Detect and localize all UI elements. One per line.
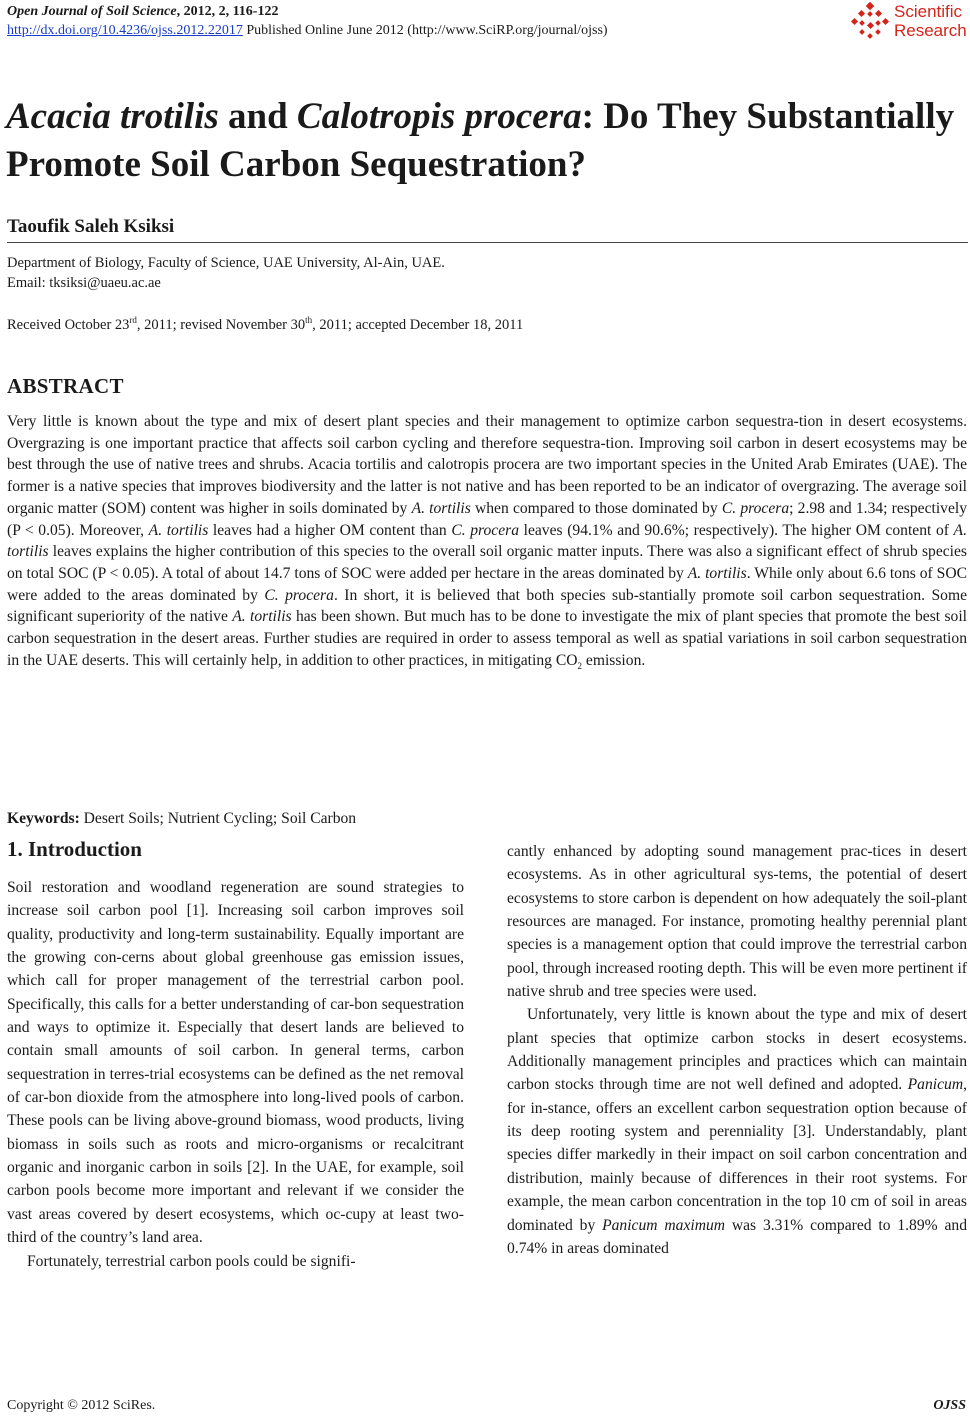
paragraph-text: was 3.31% compared to 1.89% and 0.74% in areas dominated [507, 1216, 967, 1257]
paper-title [6, 93, 964, 189]
journal-name: Open Journal of Soil Science [7, 4, 177, 19]
journal-citation-line [7, 2, 608, 21]
title-question: : Do They Substantially Promote Soil Carbon Sequestration? [6, 96, 955, 185]
email: Email: tksiksi@uaeu.ac.ae [7, 275, 161, 291]
right-column [507, 840, 967, 1260]
abstract-species: A. tortilis [232, 608, 292, 626]
author-name: Taoufik Saleh Ksiksi [7, 216, 175, 237]
received-part: Received October 23 [7, 317, 130, 333]
author-divider [7, 242, 968, 243]
abstract-species: A. tortilis [148, 521, 209, 539]
abstract-text: Very little is known about the type and mix of desert plant species and their management to optimize carbon sequestra-tion in desert ecosystems. Overgrazing is one important practice that affects soil carbon cycling and therefore sequestra-tion. Improving soil carbon in desert ecosystems may be best through the use of native trees and shrubs. Acacia tortilis and calotropis procera are two important species in the United Arab Emirates (UAE). The former is a native species that improves biodiversity and the latter is not native and has been reported to be an indicator of overgrazing. The average soil organic matter (SOM) content was higher in soils dominated by [7, 413, 967, 517]
species-name: Panicum maximum [602, 1216, 726, 1234]
title-species-2: Calotropis procera [296, 96, 582, 137]
abstract-text: . While only about 6.6 tons of SOC were added to the areas dominated by [7, 564, 967, 604]
logo-diamond-icon [850, 2, 892, 42]
intro-paragraph-1: Soil restoration and woodland regeneration are sound strategies to increase soil carbon pool [1]. Increasing soil carbon improves soil quality, productivity and long-term sustainability. Equally important are the growing con-cerns about global greenhouse gas emission issues, which call for proper management of the terrestrial carbon pool. Specifically, this calls for a better understanding of car-bon sequestration and ways to optimize it. Especially that desert lands are believed to contain small amounts of soil carbon. In general terms, carbon sequestration in terres-trial ecosystems can be defined as the net removal of car-bon dioxide from the atmosphere into long-lived pools of carbon. These pools can be living above-ground biomass, wood products, living biomass in soils such as roots and micro-organisms or recalcitrant organic and inorganic carbon in soils [2]. In the UAE, for example, soil carbon pools become more important and relevant if we consider the vast areas covered by desert ecosystems, which oc-cupy at least two-third of the country’s land area. [7, 879, 464, 1247]
received-dates [7, 315, 523, 335]
abstract-text: leaves had a higher OM content than [208, 521, 452, 539]
logo-wordmark [894, 2, 967, 40]
logo-line-2: Research [894, 21, 967, 40]
left-column [7, 876, 464, 1273]
revised-sup: th [305, 315, 313, 326]
paragraph-text: , for in-stance, offers an excellent carbon sequestration option because of its deep rooting system and perenniality [3]. Understandably, plant species differ markedly in their impact on soil carbon concentration and distribution, mainly because of differences in their root systems. For example, the mean carbon concentration in the top 10 cm of soil in areas dominated by [507, 1076, 967, 1234]
abstract-species: A. tortilis [411, 499, 471, 517]
genus-name: Panicum [907, 1076, 964, 1094]
intro-paragraph-3 [507, 1003, 967, 1260]
journal-volume: , 2012, 2, 116-122 [176, 4, 279, 19]
keywords [7, 808, 356, 829]
affiliation-block [7, 253, 445, 293]
received-sup: rd [129, 315, 137, 326]
footer-journal-abbr: OJSS [933, 1398, 966, 1413]
affiliation: Department of Biology, Faculty of Science, UAE University, Al-Ain, UAE. [7, 255, 445, 271]
doi-link[interactable]: http://dx.doi.org/10.4236/ojss.2012.22017 [7, 23, 243, 38]
co2-subscript: 2 [577, 660, 583, 671]
published-online: Published Online June 2012 (http://www.SciRP.org/journal/ojss) [242, 23, 608, 38]
revised-part: , 2011; revised November 30 [136, 317, 306, 333]
abstract-text: leaves (94.1% and 90.6%; respectively). The higher OM content of [519, 521, 954, 539]
title-and: and [218, 96, 297, 137]
abstract-species: C. procera [264, 586, 334, 604]
abstract-species: C. procera [721, 499, 790, 517]
title-species-1: Acacia trotilis [6, 96, 219, 137]
abstract-body [7, 411, 967, 671]
abstract-text: when compared to those dominated by [470, 499, 722, 517]
abstract-species: C. procera [451, 521, 520, 539]
section-heading-introduction: 1. Introduction [7, 837, 142, 861]
footer-copyright: Copyright © 2012 SciRes. [7, 1398, 156, 1413]
doi-line [7, 21, 608, 40]
keywords-text: Desert Soils; Nutrient Cycling; Soil Carbon [79, 810, 357, 827]
abstract-text: emission. [582, 651, 646, 669]
journal-header [7, 2, 608, 40]
abstract-species: A. tortilis [7, 521, 967, 561]
publisher-logo [850, 2, 970, 44]
abstract-heading: ABSTRACT [7, 374, 124, 398]
abstract-species: A. tortilis [687, 564, 747, 582]
logo-line-1: Scientific [894, 2, 963, 21]
abstract-text: . In short, it is believed that both species sub-stantially promote soil carbon sequestration. Some significant superiority of the native [7, 586, 967, 626]
abstract-text: leaves explains the higher contribution of this species to the overall soil organic matter inputs. There was also a significant effect of shrub species on total SOC (P < 0.05). A total of about 14.7 tons of SOC were added per hectare in the areas dominated by [7, 543, 967, 582]
intro-paragraph-2: Fortunately, terrestrial carbon pools could be signifi- [27, 1252, 356, 1270]
abstract-text: ; 2.98 and 1.34; respectively (P < 0.05). Moreover, [7, 499, 968, 539]
abstract-text: has been shown. But much has to be done to investigate the mix of plant species that promote the best soil carbon sequestration in the desert areas. Further studies are required in order to assess temporal as well as spatial variations in soil carbon sequestration in the UAE deserts. This will certainly help, in addition to other practices, in mitigating CO [7, 608, 968, 669]
intro-paragraph-2-cont: cantly enhanced by adopting sound management prac-tices in desert ecosystems. As in other agricultural sys-tems, the potential of desert ecosystems to store carbon is dependent on how adequately the soil-plant resources are managed. For instance, promoting healthy perennial plant species is a management option that could improve the terrestrial carbon pool, through increased rooting depth. This will be even more pertinent if native shrub and tree species were used. [507, 843, 967, 1001]
paragraph-text: Unfortunately, very little is known about the type and mix of desert plant species that optimize carbon stocks in desert ecosystems. Additionally management principles and practices which can maintain carbon stocks through time are not well defined and adopted. [507, 1006, 967, 1094]
keywords-label: Keywords: [7, 810, 80, 827]
accepted-part: , 2011; accepted December 18, 2011 [312, 317, 524, 333]
